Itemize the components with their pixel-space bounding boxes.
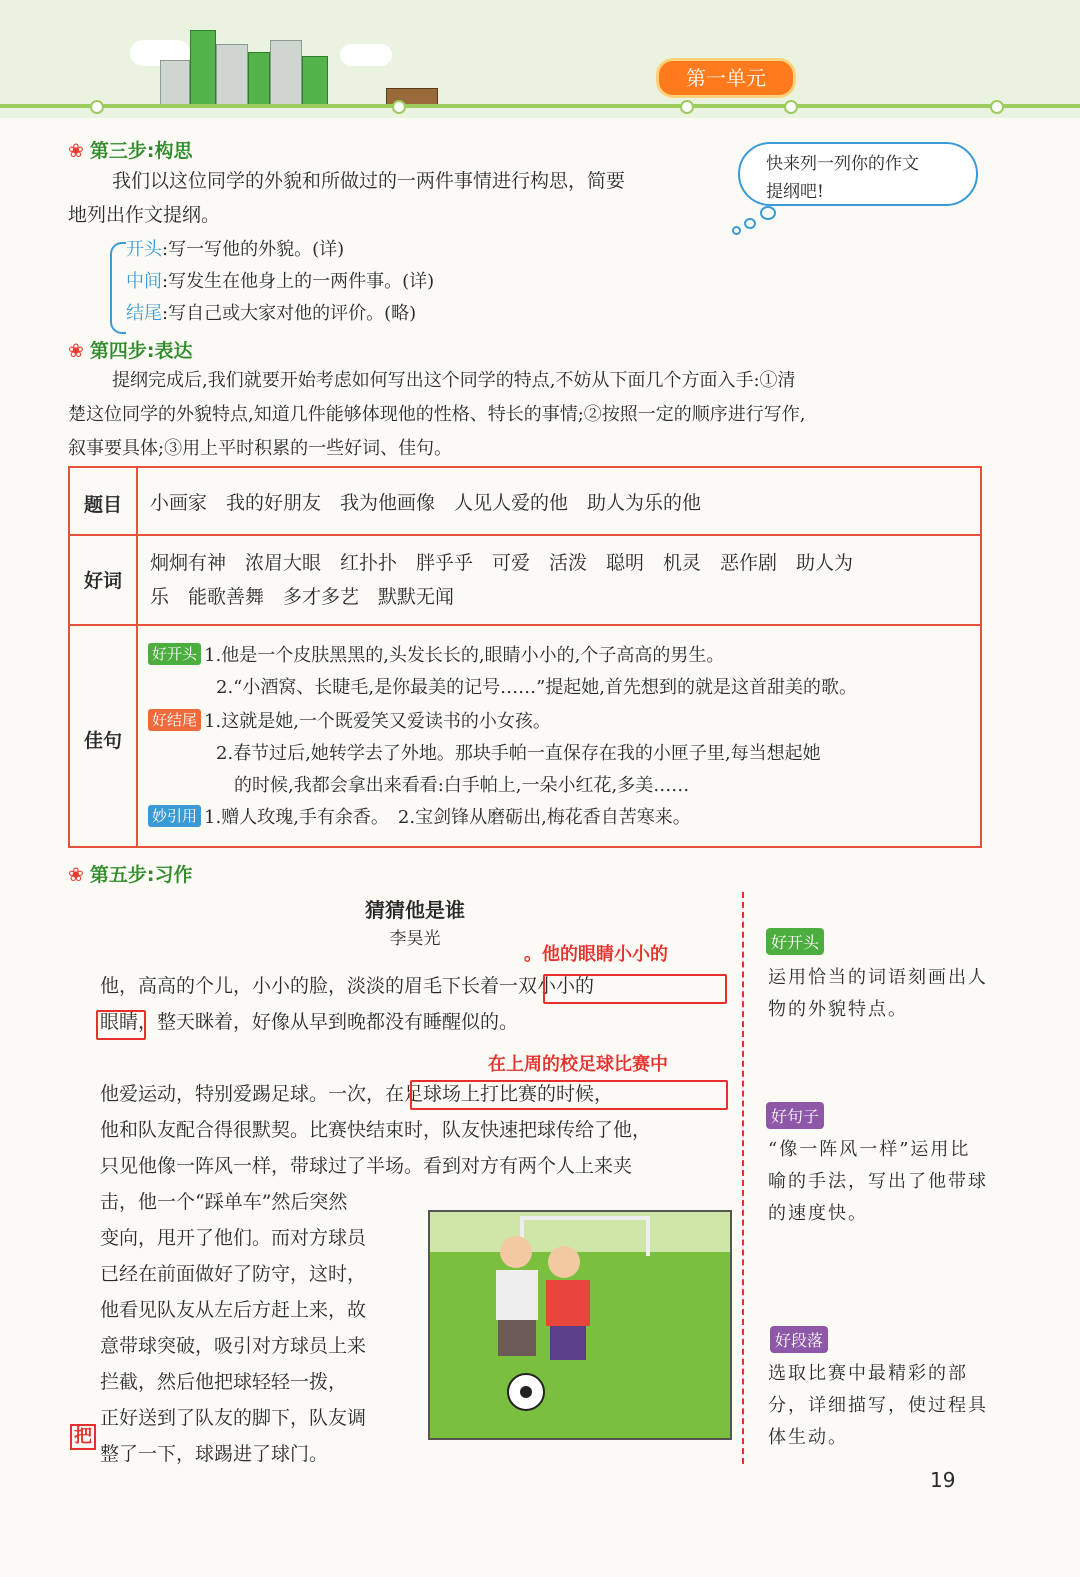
header-dot (680, 100, 694, 114)
outline-item (126, 234, 434, 266)
building-decoration (190, 30, 216, 106)
side-comment: “像一阵风一样”运用比喻的手法，写出了他带球的速度快。 (768, 1139, 988, 1224)
essay-line: 拦截，然后他把球轻轻一拨， (100, 1371, 348, 1393)
unit-badge: 第一单元 (656, 58, 796, 98)
row-label-sentences: 佳句 (83, 730, 122, 752)
building-decoration (216, 44, 248, 106)
soccer-illustration (428, 1210, 732, 1440)
outline-text: :写一写他的外貌。(详) (162, 239, 345, 260)
building-decoration (302, 56, 328, 106)
outline-item (126, 298, 434, 330)
text-line: 叙事要具体;③用上平时积累的一些好词、佳句。 (68, 438, 453, 459)
sentence-line: 2.“小酒窝、长睫毛,是你最美的记号……”提起她,首先想到的就是这首甜美的歌。 (216, 677, 858, 698)
sentence-line: 2.春节过后,她转学去了外地。那块手帕一直保存在我的小匣子里,每当想起她 (216, 743, 821, 764)
page-number: 19 (930, 1468, 956, 1492)
step3-heading-text: 第三步:构思 (89, 140, 193, 162)
essay-line: 变向，甩开了他们。而对方球员 (100, 1227, 367, 1249)
tag-quote: 妙引用 (148, 805, 201, 827)
header-dot (784, 100, 798, 114)
essay-line: 整了一下，球踢进了球门。 (100, 1443, 329, 1465)
step5-heading-text: 第五步:习作 (89, 864, 193, 886)
side-comment: 选取比赛中最精彩的部分，详细描写，使过程具体生动。 (768, 1363, 988, 1448)
building-decoration (270, 40, 302, 106)
speech-bubble (738, 142, 978, 206)
step3-paragraph (68, 164, 728, 232)
correction-mark (410, 1080, 728, 1110)
table-divider (70, 534, 980, 536)
flower-icon: ❀ (68, 864, 84, 886)
essay-line: 眼睛，整天眯着，好像从早到晚都没有睡醒似的。 (100, 1011, 519, 1033)
bubble-tail (744, 218, 756, 229)
text-line: 楚这位同学的外貌特点,知道几件能够体现他的性格、特长的事情;②按照一定的顺序进行写作, (68, 404, 806, 425)
table-divider (70, 624, 980, 626)
words-line: 炯炯有神 浓眉大眼 红扑扑 胖乎乎 可爱 活泼 聪明 机灵 恶作剧 助人为 (150, 552, 854, 574)
soccer-scene (430, 1212, 730, 1438)
bubble-tail (732, 226, 741, 235)
header-dot (392, 100, 406, 114)
building-decoration (248, 52, 270, 106)
reference-table (68, 466, 982, 848)
bubble-line: 快来列一列你的作文 (766, 154, 919, 174)
essay-author: 李昊光 (389, 929, 441, 949)
essay-line: 已经在前面做好了防守，这时， (100, 1263, 367, 1285)
essay-line: 他，高高的个儿，小小的脸，淡淡的眉毛下长着一双小小的 (100, 975, 595, 997)
correction-note: 把 (70, 1424, 96, 1450)
essay-line: 正好送到了队友的脚下，队友调 (100, 1407, 367, 1429)
essay-line: 他和队友配合得很默契。比赛快结束时，队友快速把球传给了他， (100, 1119, 652, 1141)
row-label-words: 好词 (83, 570, 122, 592)
step5-heading (68, 860, 193, 887)
correction-mark (543, 974, 727, 1004)
outline-key: 中间 (126, 271, 162, 292)
correction-note: 。他的眼睛小小的 (524, 944, 668, 965)
tag-good-start: 好开头 (148, 643, 201, 665)
sentence-text: 1.赠人玫瑰,手有余香。 2.宝剑锋从磨砺出,梅花香自苦寒来。 (204, 807, 691, 828)
essay-line: 他看见队友从左后方赶上来，故 (100, 1299, 367, 1321)
step3-heading (68, 136, 193, 163)
tag-good-sentence: 好句子 (766, 1102, 824, 1129)
outline-text: :写发生在他身上的一两件事。(详) (162, 271, 435, 292)
outline-brace (110, 242, 126, 334)
essay-title: 猜猜他是谁 (365, 898, 465, 922)
cloud-decoration (340, 44, 392, 66)
step4-heading-text: 第四步:表达 (89, 340, 193, 362)
sentence-line (148, 706, 551, 738)
table-divider (136, 468, 138, 846)
bubble-tail (760, 206, 776, 220)
tag-good-end: 好结尾 (148, 709, 201, 731)
words-line: 乐 能歌善舞 多才多艺 默默无闻 (150, 586, 455, 608)
header-dot (90, 100, 104, 114)
header-dot (990, 100, 1004, 114)
outline-key: 结尾 (126, 303, 162, 324)
essay-line: 意带球突破，吸引对方球员上来 (100, 1335, 367, 1357)
tag-good-paragraph: 好段落 (770, 1326, 828, 1353)
correction-note: 在上周的校足球比赛中 (488, 1054, 668, 1075)
sentence-text: 1.这就是她,一个既爱笑又爱读书的小女孩。 (204, 711, 551, 732)
sentence-line (148, 802, 691, 834)
correction-mark (96, 1010, 146, 1040)
essay-line: 只见他像一阵风一样，带球过了半场。看到对方有两个人上来夹 (100, 1155, 633, 1177)
sentence-line (148, 640, 724, 672)
outline-text: :写自己或大家对他的评价。(略) (162, 303, 417, 324)
sentence-line: 的时候,我都会拿出来看看:白手帕上,一朵小红花,多美…… (234, 775, 690, 796)
step4-heading (68, 336, 193, 363)
words-cell (150, 546, 980, 614)
text-line: 我们以这位同学的外貌和所做过的一两件事情进行构思，简要 (112, 170, 626, 192)
essay-line: 击，他一个“踩单车”然后突然 (100, 1191, 348, 1213)
step4-paragraph (68, 364, 988, 466)
text-line: 地列出作文提纲。 (68, 204, 221, 226)
titles-cell: 小画家 我的好朋友 我为他画像 人见人爱的他 助人为乐的他 (150, 492, 702, 514)
text-line: 提纲完成后,我们就要开始考虑如何写出这个同学的特点,不妨从下面几个方面入手:①清 (112, 370, 796, 391)
building-decoration (160, 60, 190, 106)
page-header (0, 0, 1080, 118)
flower-icon: ❀ (68, 140, 84, 162)
column-divider (742, 892, 744, 1464)
outline-item (126, 266, 434, 298)
outline-key: 开头 (126, 239, 162, 260)
flower-icon: ❀ (68, 340, 84, 362)
row-label-titles: 题目 (83, 494, 122, 516)
header-rule (0, 104, 1080, 108)
outline-list (126, 234, 434, 330)
essay-line: 他爱运动，特别爱踢足球。一次，在足球场上打比赛的时候， (100, 1083, 614, 1105)
tag-good-start: 好开头 (766, 928, 824, 955)
bubble-line: 提纲吧! (766, 182, 824, 202)
sentence-text: 1.他是一个皮肤黑黑的,头发长长的,眼睛小小的,个子高高的男生。 (204, 645, 725, 666)
side-comment: 运用恰当的词语刻画出人物的外貌特点。 (768, 967, 988, 1020)
